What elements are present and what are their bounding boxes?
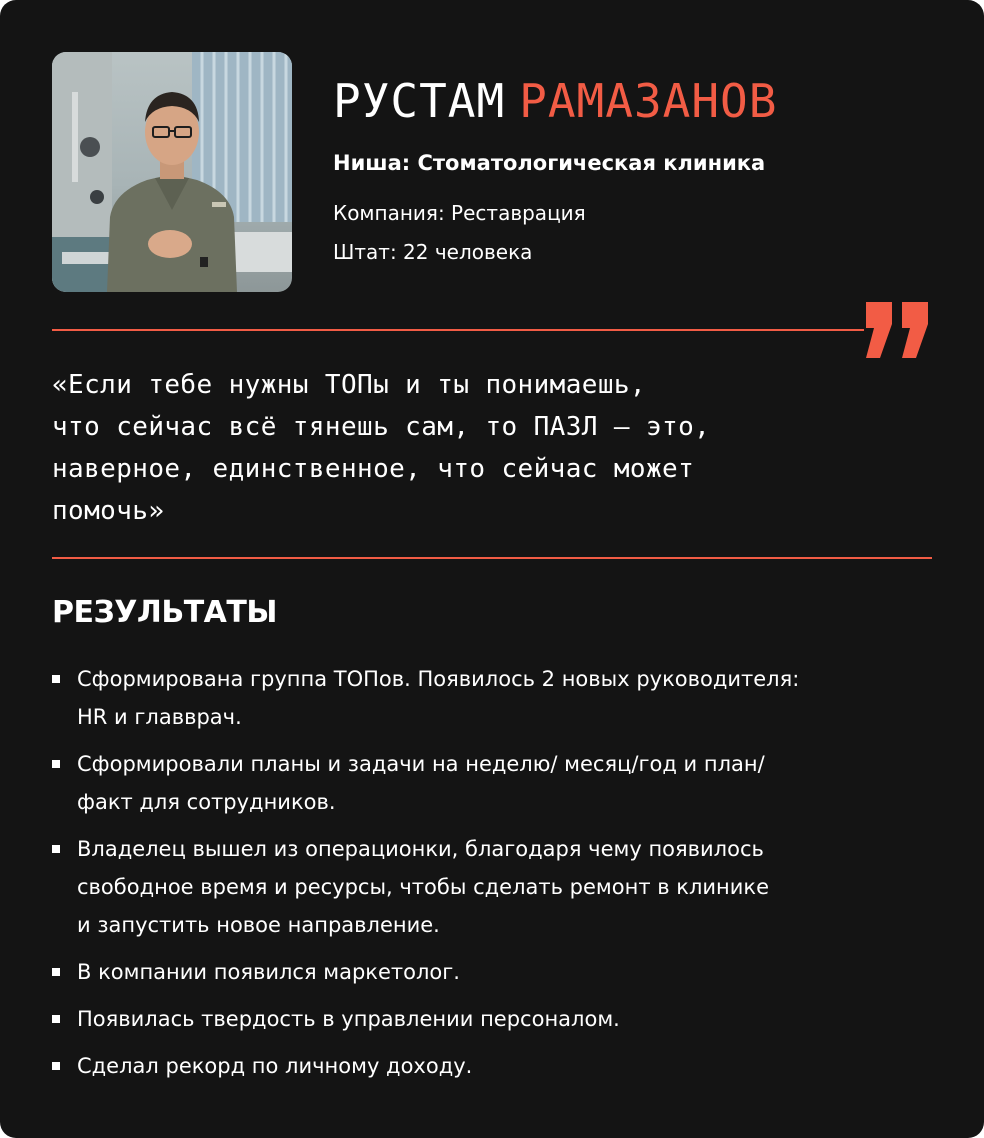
result-text: Владелец вышел из операционки, благодаря чему появилось свободное время и ресурсы, чтобы сделать ремонт в клинике и запустить новое направление.	[77, 837, 770, 937]
quote-text: «Если тебе нужны ТОПы и ты понимаешь, что сейчас всё тянешь сам, то ПАЗЛ — это, наверное, единственное, что сейчас может помочь»	[52, 370, 711, 526]
company-label: Компания: Реставрация	[333, 201, 586, 225]
profile-photo	[52, 52, 292, 292]
staff-label: Штат: 22 человека	[333, 240, 533, 264]
last-name: РАМАЗАНОВ	[519, 74, 778, 128]
list-item	[52, 660, 932, 736]
divider-top	[52, 329, 864, 331]
result-text: Сформировали планы и задачи на неделю/ месяц/год и план/ факт для сотрудников.	[77, 752, 765, 814]
bullet-icon	[52, 1015, 60, 1023]
result-text: В компании появился маркетолог.	[77, 960, 460, 984]
list-item	[52, 830, 932, 944]
bullet-icon	[52, 845, 60, 853]
person-photo	[52, 52, 292, 292]
result-text: Появилась твердость в управлении персоналом.	[77, 1007, 620, 1031]
bullet-icon	[52, 1062, 60, 1070]
quote-mark-icon	[862, 300, 934, 360]
list-item	[52, 1000, 932, 1038]
bullet-icon	[52, 675, 60, 683]
results-title: РЕЗУЛЬТАТЫ	[52, 595, 277, 630]
niche-label: Ниша: Стоматологическая клиника	[333, 151, 766, 175]
bullet-icon	[52, 968, 60, 976]
result-text: Сформирована группа ТОПов. Появилось 2 новых руководителя: HR и главврач.	[77, 667, 800, 729]
results-list	[52, 660, 932, 1094]
divider-bottom	[52, 557, 932, 559]
list-item	[52, 953, 932, 991]
first-name: РУСТАМ	[333, 74, 506, 128]
bullet-icon	[52, 760, 60, 768]
person-name	[333, 74, 777, 128]
list-item	[52, 1047, 932, 1085]
result-text: Сделал рекорд по личному доходу.	[77, 1054, 473, 1078]
list-item	[52, 745, 932, 821]
